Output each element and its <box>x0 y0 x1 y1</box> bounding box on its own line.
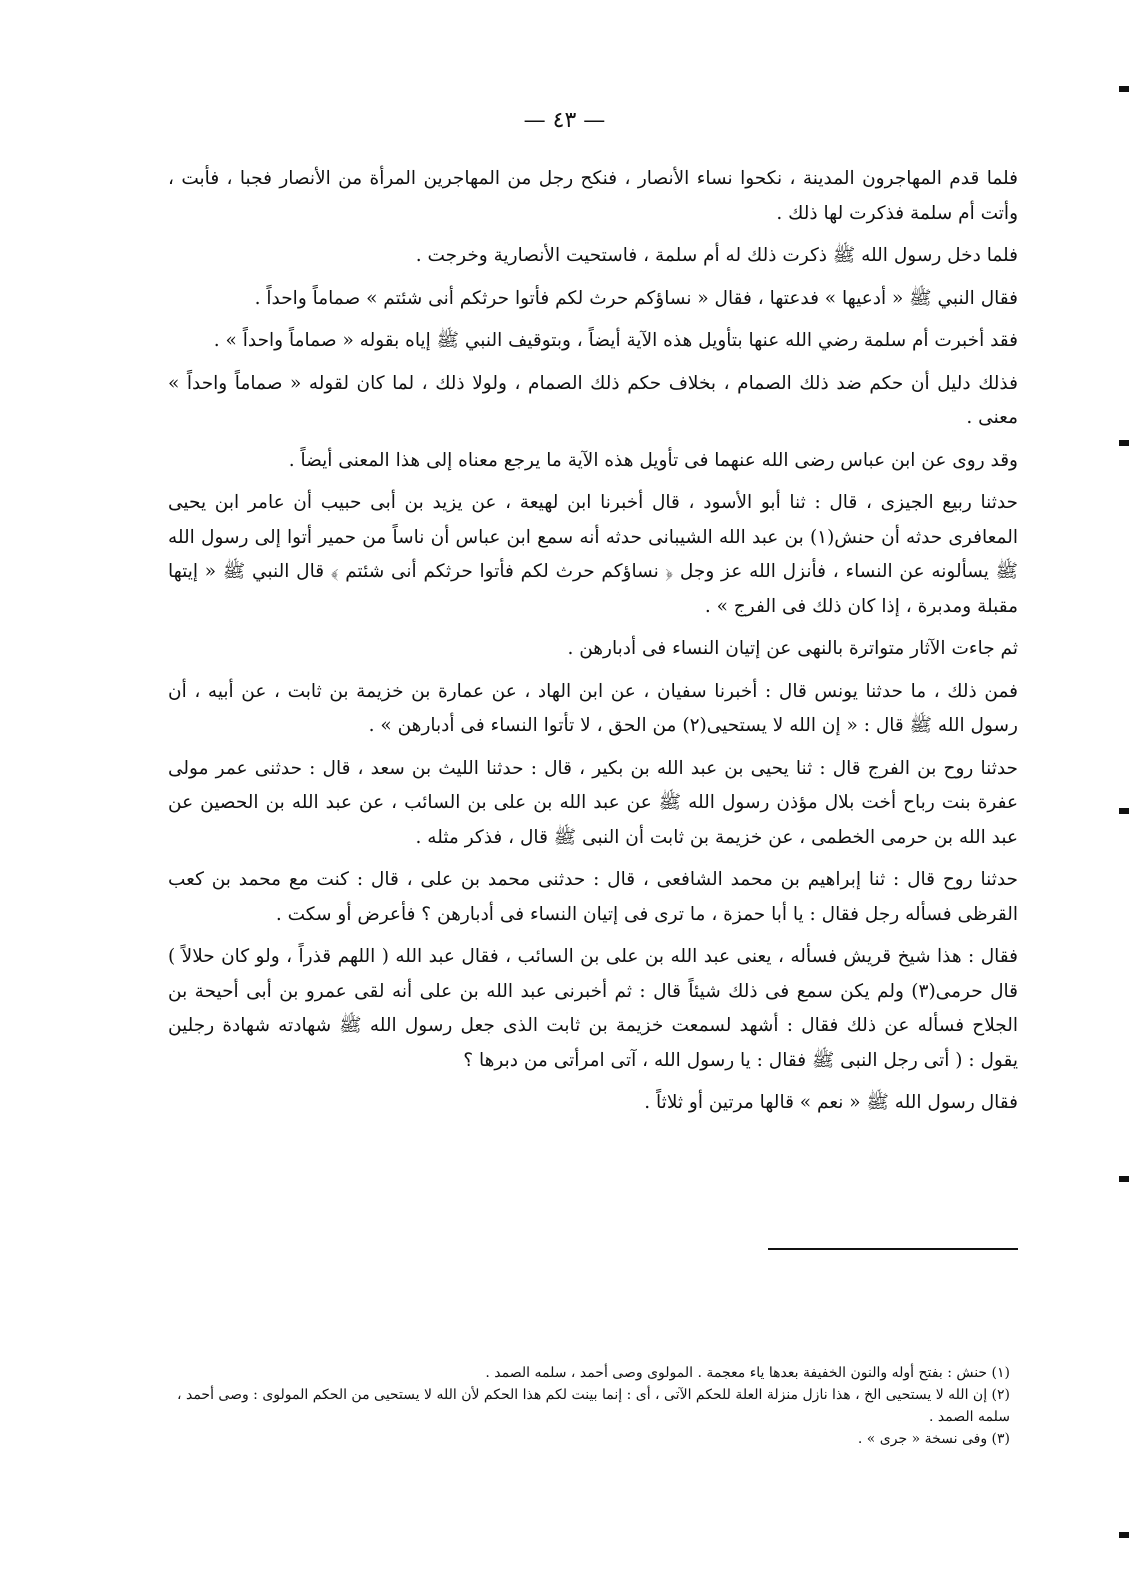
footnotes <box>150 1362 1010 1450</box>
scan-edge-mark <box>1119 86 1129 92</box>
paragraph: وقد روى عن ابن عباس رضى الله عنهما فى تأويل هذه الآية ما يرجع معناه إلى هذا المعنى أيضاً . <box>288 449 1018 471</box>
paragraph: ثم جاءت الآثار متواترة بالنهى عن إتيان النساء فى أدبارهن . <box>567 638 1018 659</box>
main-text <box>168 162 1018 1129</box>
footnote-separator <box>768 1248 1018 1250</box>
paragraph: حدثنا روح قال : ثنا إبراهيم بن محمد الشافعى ، قال : حدثنى محمد بن على ، قال : كنت مع محمد بن كعب القرظى فسأله رجل فقال : يا أبا حمزة ، ما ترى فى إتيان النساء فى أدبارهن ؟ فأعرض أو سكت . <box>168 869 1018 925</box>
paragraph: فقد أخبرت أم سلمة رضي الله عنها بتأويل هذه الآية أيضاً ، وبتوقيف النبي ﷺ إياه بقوله « صماماً واحداً » . <box>213 330 1018 351</box>
scan-edge-mark <box>1119 1532 1129 1538</box>
scan-edge-mark <box>1119 440 1129 446</box>
paragraph: حدثنا ربيع الجيزى ، قال : ثنا أبو الأسود ، قال أخبرنا ابن لهيعة ، عن يزيد بن أبى حبيب أن عامر ابن يحيى المعافرى حدثه أن حنش(١) بن عبد الله الشيبانى حدثه أنه سمع ابن عباس أن ناساً من حمير أتوا إلى رسول الله ﷺ يسألونه عن النساء ، فأنزل الله عز وجل ﴿ نساؤكم حرث لكم فأتوا حرثكم أنى شئتم ﴾ قال النبي ﷺ « إيتها مقبلة ومدبرة ، إذا كان ذلك فى الفرج » . <box>168 492 1018 617</box>
footnote: (٢) إن الله لا يستحيى الخ ، هذا نازل منزلة العلة للحكم الآتى ، أى : إنما بينت لكم هذا الحكم لأن الله لا يستحيى من الحكم المولوى : وصى أحمد ، سلمه الصمد . <box>177 1387 1010 1425</box>
paragraph: حدثنا روح بن الفرج قال : ثنا يحيى بن عبد الله بن بكير ، قال : حدثنا الليث بن سعد ، قال : حدثنى عمر مولى عفرة بنت رباح أخت بلال مؤذن رسول الله ﷺ عن عبد الله بن على بن السائب ، عن عبد الله بن الحصين عن عبد الله بن حرمى الخطمى ، عن خزيمة بن ثابت أن النبى ﷺ قال ، فذكر مثله . <box>168 757 1018 848</box>
scan-edge-mark <box>1119 808 1129 814</box>
footnote: (١) حنش : بفتح أوله والنون الخفيفة بعدها ياء معجمة . المولوى وصى أحمد ، سلمه الصمد . <box>485 1365 1010 1381</box>
paragraph: فقال : هذا شيخ قريش فسأله ، يعنى عبد الله بن على بن السائب ، فقال عبد الله ( اللهم قذراً ، ولو كان حلالاً ) قال حرمى(٣) ولم يكن سمع فى ذلك شيئاً قال : ثم أخبرنى عبد الله بن على أنه لقى عمرو بن أبى أحيحة بن الجلاح فسأله عن ذلك فقال : أشهد لسمعت خزيمة بن ثابت الذى جعل رسول الله ﷺ شهادته شهادة رجلين يقول : ( أتى رجل النبى ﷺ فقال : يا رسول الله ، آتى امرأتى من دبرها ؟ <box>168 946 1018 1071</box>
paragraph: فلما دخل رسول الله ﷺ ذكرت ذلك له أم سلمة ، فاستحيت الأنصارية وخرجت . <box>415 245 1018 266</box>
page-number: — ٤٣ — <box>523 108 606 133</box>
paragraph: فمن ذلك ، ما حدثنا يونس قال : أخبرنا سفيان ، عن ابن الهاد ، عن عمارة بن خزيمة بن ثابت ، عن أبيه ، أن رسول الله ﷺ قال : « إن الله لا يستحيى(٢) من الحق ، لا تأتوا النساء فى أدبارهن » . <box>168 680 1018 736</box>
paragraph: فقال النبي ﷺ « أدعيها » فدعتها ، فقال « نساؤكم حرث لكم فأتوا حرثكم أنى شئتم » صماماً واحداً . <box>254 287 1018 309</box>
paragraph: فقال رسول الله ﷺ « نعم » قالها مرتين أو ثلاثاً . <box>644 1092 1018 1113</box>
footnote: (٣) وفى نسخة « جرى » . <box>857 1431 1010 1447</box>
paragraph: فذلك دليل أن حكم ضد ذلك الصمام ، بخلاف حكم ذلك الصمام ، ولولا ذلك ، لما كان لقوله « صماماً واحداً » معنى . <box>168 372 1018 428</box>
scan-edge-mark <box>1119 1176 1129 1182</box>
paragraph: فلما قدم المهاجرون المدينة ، نكحوا نساء الأنصار ، فنكح رجل من المهاجرين المرأة من الأنصار فجبا ، فأبت ، وأتت أم سلمة فذكرت لها ذلك . <box>168 168 1018 224</box>
